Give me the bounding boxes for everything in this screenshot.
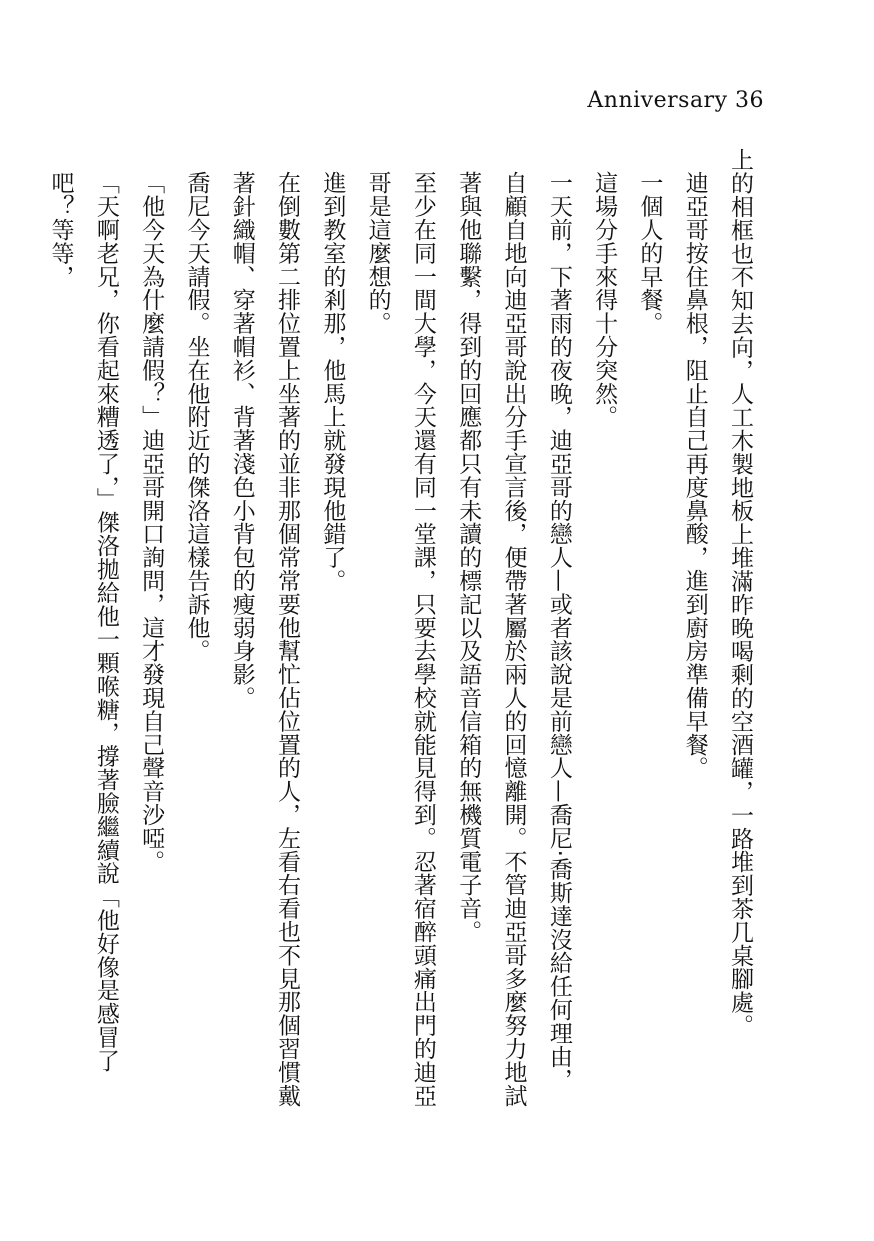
paragraph: 喬尼今天請假。坐在他附近的傑洛這樣告訴他。 — [183, 171, 210, 663]
page-number: 36 — [735, 88, 764, 113]
paragraph: 一天前，下著雨的夜晚，迪亞哥的戀人—或者該說是前戀人—喬尼‧喬斯達沒給任何理由，自顧自地向迪亞哥說出分手宣言後，便帶著屬於兩人的回憶離開。不管迪亞哥多麼努力地試著與他聯繫，得到的回應都只有未讀的標記以及語音信箱的無機質電子音。 — [455, 171, 572, 1107]
paragraph: 在倒數第二排位置上坐著的並非那個常常要他幫忙佔位置的人，左看右看也不見那個習慣戴著針織帽、穿著帽衫、背著淺色小背包的瘦弱身影。 — [228, 171, 301, 1107]
paragraph: 上的相框也不知去向，人工木製地板上堆滿昨晚喝剩的空酒罐，一路堆到茶几桌腳處。 — [727, 148, 753, 1038]
book-title: Anniversary — [587, 88, 728, 113]
vertical-text-body — [47, 148, 762, 1110]
paragraph: 「他今天為什麼請假？」迪亞哥開口詢問，這才發現自己聲音沙啞。 — [138, 171, 165, 873]
paragraph: 這場分手來得十分突然。 — [591, 171, 618, 429]
paragraph: 「天啊老兄，你看起來糟透了，」傑洛拋給他一顆喉糖，撐著臉繼續說「他好像是感冒了吧？等等， — [47, 171, 119, 1073]
paragraph: 迪亞哥按住鼻根，阻止自己再度鼻酸，進到廚房準備早餐。 — [681, 171, 708, 780]
running-header — [587, 88, 764, 113]
paragraph: 至少在同一間大學，今天還有同一堂課，只要去學校就能見得到。忍著宿醉頭痛出門的迪亞哥是這麼想的。 — [364, 171, 436, 1107]
paragraph: 一個人的早餐。 — [636, 171, 663, 335]
paragraph: 進到教室的剎那，他馬上就發現他錯了。 — [319, 171, 346, 593]
